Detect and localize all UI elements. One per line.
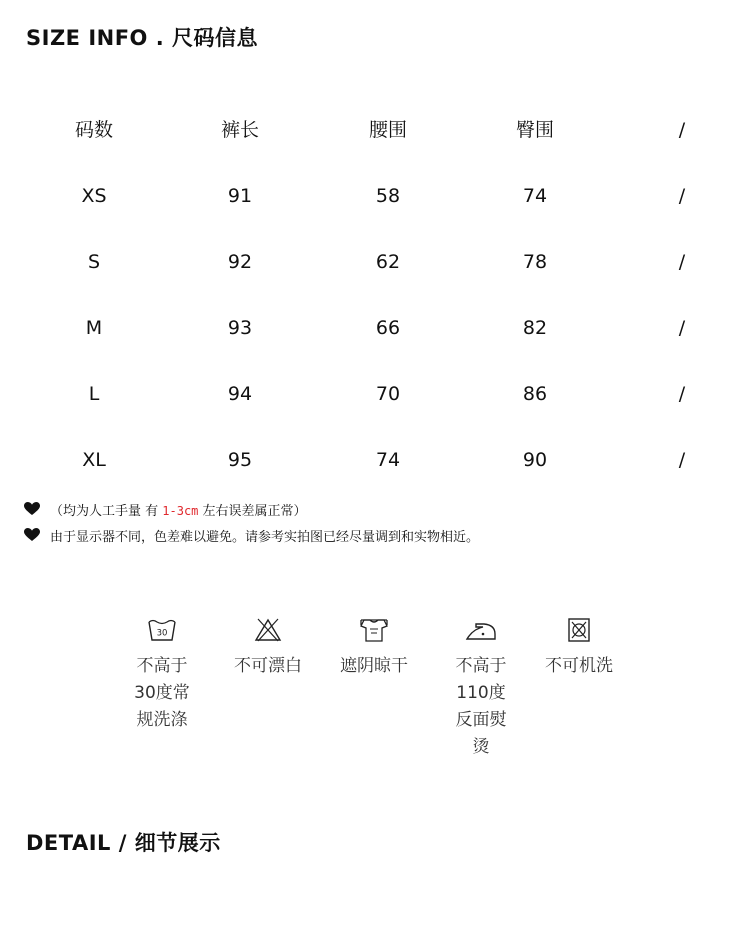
waist-cell: 70 [375, 383, 401, 405]
hip-cell: 74 [522, 185, 548, 207]
heart-icon [24, 502, 40, 516]
header-hip: 臀围 [515, 119, 554, 141]
table-row [0, 178, 750, 244]
size-table [0, 112, 750, 508]
hip-cell: 82 [522, 317, 548, 339]
size-cell: M [85, 317, 103, 339]
shade-dry-icon [358, 616, 390, 644]
empty-cell: / [678, 251, 686, 273]
care-label-dry: 遮阴晾干 [340, 656, 408, 676]
empty-cell: / [678, 185, 686, 207]
empty-cell: / [678, 383, 686, 405]
notes [24, 496, 479, 548]
length-cell: 93 [227, 317, 253, 339]
table-row [0, 244, 750, 310]
hip-cell: 78 [522, 251, 548, 273]
size-cell: XL [82, 449, 106, 471]
table-row [0, 376, 750, 442]
measurement-note [24, 496, 479, 522]
care-item-machine [529, 616, 629, 680]
no-tumble-dry-icon [563, 616, 595, 644]
color-note [24, 522, 479, 548]
hip-cell: 90 [522, 449, 548, 471]
size-table-header [0, 112, 750, 178]
note1-prefix: （均为人工手量 有 [50, 503, 163, 519]
waist-cell: 74 [375, 449, 401, 471]
note2-text: 由于显示器不同，色差难以避免。请参考实拍图已经尽量调到和实物相近。 [50, 529, 480, 545]
size-info-title: SIZE INFO . 尺码信息 [26, 26, 259, 50]
length-cell: 95 [227, 449, 253, 471]
care-item-wash [112, 616, 212, 734]
note1-suffix: 左右误差属正常） [198, 503, 307, 519]
no-bleach-icon [252, 616, 284, 644]
note1-range: 1-3cm [162, 503, 199, 518]
care-item-bleach [218, 616, 318, 680]
waist-cell: 66 [375, 317, 401, 339]
care-label-machine: 不可机洗 [545, 656, 613, 676]
size-cell: XS [81, 185, 107, 207]
header-empty: / [678, 119, 686, 141]
hip-cell: 86 [522, 383, 548, 405]
size-cell: S [87, 251, 101, 273]
header-size: 码数 [74, 119, 113, 141]
care-label-iron: 不高于110度反面熨烫 [455, 656, 507, 757]
detail-title: DETAIL / 细节展示 [26, 831, 221, 855]
length-cell: 92 [227, 251, 253, 273]
iron-110-icon [465, 616, 497, 644]
empty-cell: / [678, 317, 686, 339]
empty-cell: / [678, 449, 686, 471]
waist-cell: 62 [375, 251, 401, 273]
care-item-dry [324, 616, 424, 680]
length-cell: 91 [227, 185, 253, 207]
header-waist: 腰围 [368, 119, 407, 141]
wash-30-icon [146, 616, 178, 644]
heart-icon [24, 528, 40, 542]
wash-temperature: 30 [156, 628, 168, 639]
table-row [0, 310, 750, 376]
waist-cell: 58 [375, 185, 401, 207]
size-cell: L [88, 383, 100, 405]
care-label-wash: 不高于30度常规洗涤 [134, 656, 190, 730]
care-label-bleach: 不可漂白 [234, 656, 302, 676]
header-length: 裤长 [220, 119, 259, 141]
care-item-iron [431, 616, 531, 761]
length-cell: 94 [227, 383, 253, 405]
